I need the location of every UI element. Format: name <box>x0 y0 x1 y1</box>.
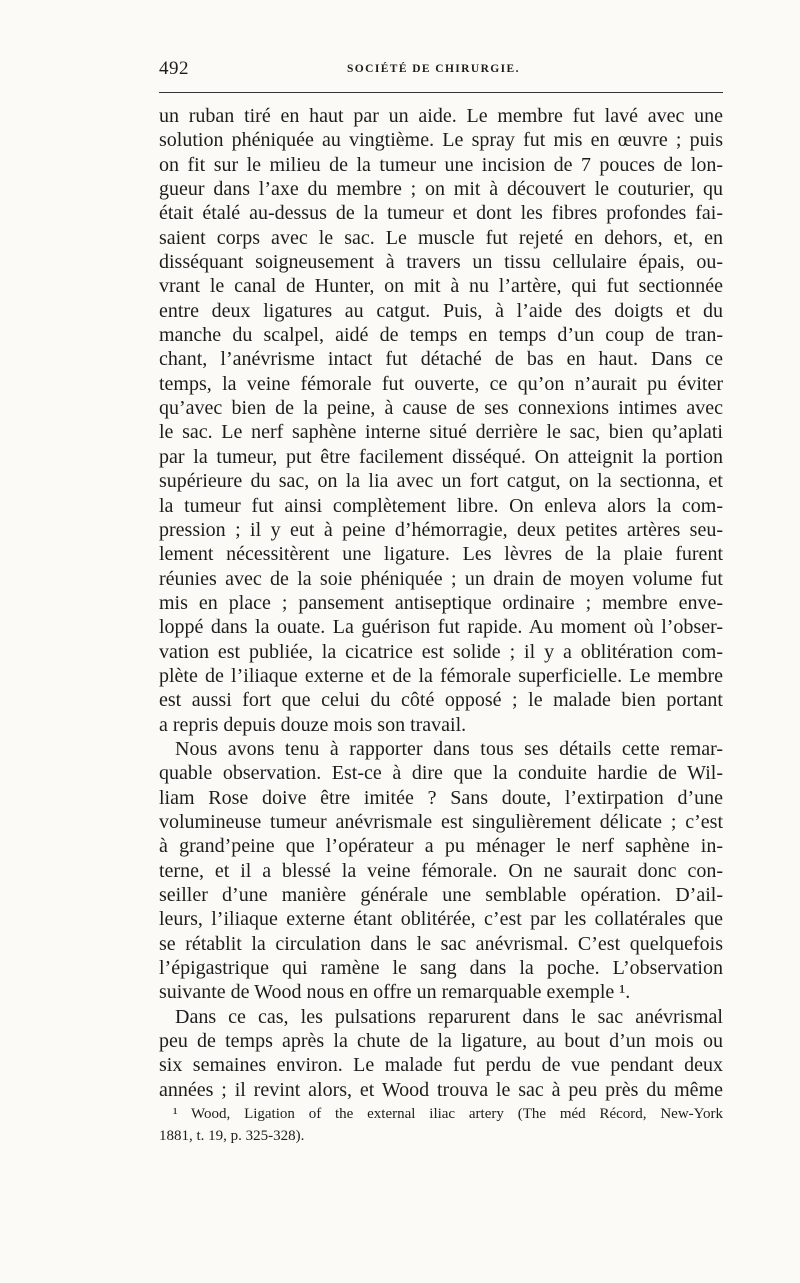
text-line: qu’avec bien de la peine, à cause de ses connexions intimes avec <box>159 397 723 420</box>
body-text <box>159 104 723 1102</box>
paragraph-start-line: Nous avons tenu à rapporter dans tous ses détails cette remar- <box>175 737 723 760</box>
text-line: plète de l’iliaque externe et de la fémorale superficielle. Le membre <box>159 664 723 687</box>
footnotes <box>159 1103 723 1147</box>
text-line: réunies avec de la soie phéniquée ; un drain de moyen volume fut <box>159 567 723 590</box>
text-line: temps, la veine fémorale fut ouverte, ce qu’on n’aurait pu éviter <box>159 372 723 395</box>
header-rule <box>159 92 723 93</box>
text-line: mis en place ; pansement antiseptique ordinaire ; membre enve- <box>159 591 723 614</box>
text-line: entre deux ligatures au catgut. Puis, à l’aide des doigts et du <box>159 299 723 322</box>
text-line: la tumeur fut ainsi complètement libre. On enleva alors la com- <box>159 494 723 517</box>
text-line: chant, l’anévrisme intact fut détaché de bas en haut. Dans ce <box>159 348 723 371</box>
footnote-line: ¹ Wood, Ligation of the external iliac artery (The méd Récord, New-York <box>173 1106 723 1122</box>
paragraph-start-line: Dans ce cas, les pulsations reparurent dans le sac anévrismal <box>175 1005 723 1028</box>
text-line: était étalé au-dessus de la tumeur et dont les fibres profondes fai- <box>159 202 723 225</box>
text-line: terne, et il a blessé la veine fémorale. On ne saurait donc con- <box>159 859 723 882</box>
text-line: supérieure du sac, on la lia avec un fort catgut, on la sectionna, et <box>159 470 723 493</box>
text-line: lement nécessitèrent une ligature. Les lèvres de la plaie furent <box>159 543 723 566</box>
text-line: à grand’peine que l’opérateur a pu ménager le nerf saphène in- <box>159 835 723 858</box>
text-line: saient corps avec le sac. Le muscle fut rejeté en dehors, et, en <box>159 226 723 249</box>
text-line: loppé dans la ouate. La guérison fut rapide. Au moment où l’obser- <box>159 616 723 639</box>
text-line: leurs, l’iliaque externe étant oblitérée, c’est par les collatérales que <box>159 908 723 931</box>
text-line: vrant le canal de Hunter, on mit à nu l’artère, qui fut sectionnée <box>159 275 723 298</box>
text-line: un ruban tiré en haut par un aide. Le membre fut lavé avec une <box>159 105 723 127</box>
page-number: 492 <box>159 58 189 79</box>
text-line: années ; il revint alors, et Wood trouva le sac à peu près du même <box>159 1078 723 1101</box>
text-line: suivante de Wood nous en offre un remarquable exemple ¹. <box>159 981 631 1004</box>
text-line: volumineuse tumeur anévrismale est singulièrement délicate ; c’est <box>159 810 723 833</box>
text-line: se rétablit la circulation dans le sac anévrismal. C’est quelquefois <box>159 932 723 955</box>
footnote-line: 1881, t. 19, p. 325-328). <box>159 1128 305 1144</box>
text-line: seiller d’une manière générale une semblable opération. D’ail- <box>159 884 723 906</box>
text-line: on fit sur le milieu de la tumeur une incision de 7 pouces de lon- <box>159 153 723 176</box>
text-line: liam Rose doive être imitée ? Sans doute, l’extirpation d’une <box>159 786 723 809</box>
text-line: solution phéniquée au vingtième. Le spray fut mis en œuvre ; puis <box>159 129 723 152</box>
running-title: SOCIÉTÉ DE CHIRURGIE. <box>347 63 520 75</box>
text-line: disséquant soigneusement à travers un tissu cellulaire épais, ou- <box>159 251 723 274</box>
text-line: a repris depuis douze mois son travail. <box>159 713 467 736</box>
text-line: manche du scalpel, aidé de temps en temps d’un coup de tran- <box>159 324 723 347</box>
text-line: est aussi fort que celui du côté opposé ; le malade bien portant <box>159 689 723 712</box>
running-head <box>159 58 723 84</box>
text-line: vation est publiée, la cicatrice est solide ; il y a oblitération com- <box>159 640 723 663</box>
text-line: l’épigastrique qui ramène le sang dans la poche. L’observation <box>159 957 723 980</box>
text-line: pression ; il y eut à peine d’hémorragie, deux petites artères seu- <box>159 518 723 541</box>
text-line: gueur dans l’axe du membre ; on mit à découvert le couturier, qu <box>159 178 723 201</box>
text-line: quable observation. Est-ce à dire que la conduite hardie de Wil- <box>159 762 723 785</box>
text-line: par la tumeur, put être facilement disséqué. On atteignit la portion <box>159 445 723 468</box>
text-line: le sac. Le nerf saphène interne situé derrière le sac, bien qu’aplati <box>159 421 723 444</box>
text-line: six semaines environ. Le malade fut perdu de vue pendant deux <box>159 1054 723 1077</box>
text-line: peu de temps après la chute de la ligature, au bout d’un mois ou <box>159 1030 723 1053</box>
